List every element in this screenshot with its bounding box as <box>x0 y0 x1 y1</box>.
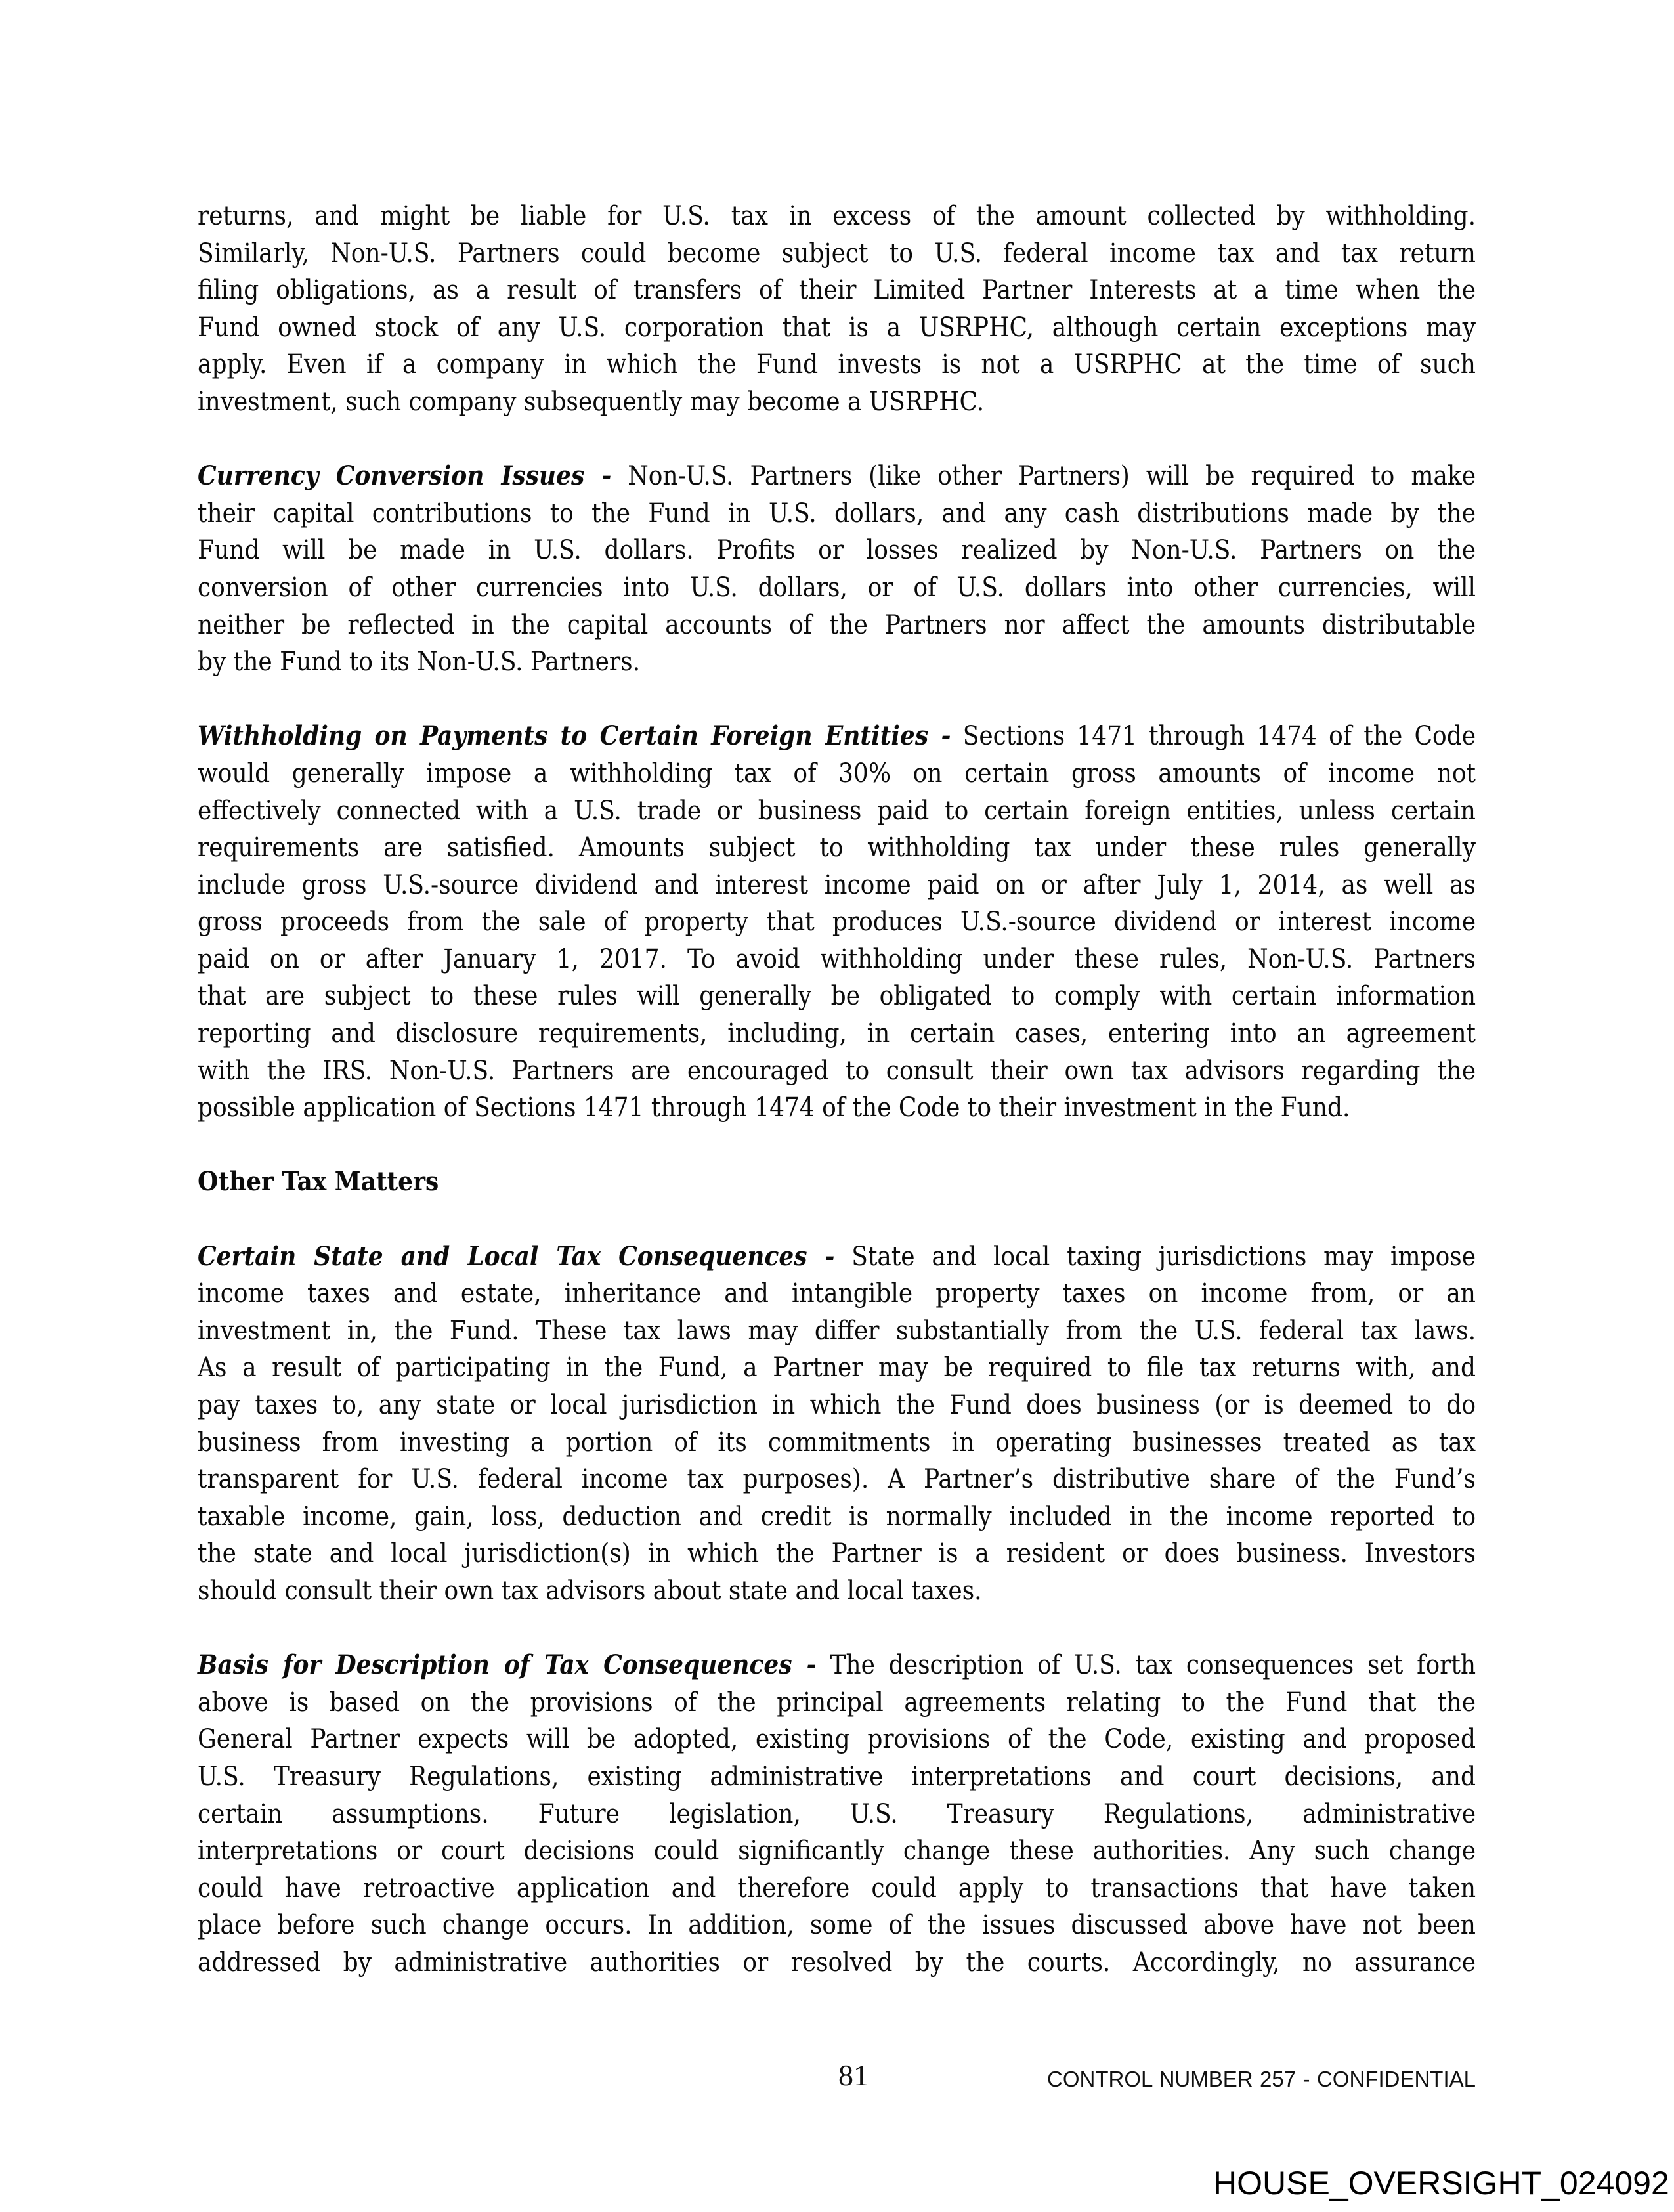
text-line <box>198 718 1476 755</box>
paragraph-withholding-foreign-entities <box>198 718 1476 1127</box>
line-text: Fund will be made in U.S. dollars. Profits or losses realized by Non-U.S. Partners on the <box>198 535 1476 566</box>
text-line <box>198 755 1476 792</box>
line-text: investment in, the Fund. These tax laws may differ substantially from the U.S. federal tax laws. <box>198 1315 1476 1346</box>
text-line <box>198 1907 1476 1944</box>
line-text: Non-U.S. Partners (like other Partners) will be required to make <box>611 461 1476 492</box>
text-line <box>198 1721 1476 1758</box>
section-heading: Other Tax Matters <box>198 1166 439 1198</box>
text-line <box>198 1349 1476 1387</box>
text-line <box>198 903 1476 941</box>
text-line <box>198 1387 1476 1424</box>
line-text: pay taxes to, any state or local jurisdiction in which the Fund does business (or is deemed to do <box>198 1390 1476 1420</box>
text-line <box>198 978 1476 1015</box>
text-line <box>198 1796 1476 1833</box>
text-line <box>198 309 1476 347</box>
line-text: by the Fund to its Non-U.S. Partners. <box>198 647 641 678</box>
line-text: The description of U.S. tax consequences set forth <box>816 1650 1476 1681</box>
text-line <box>198 235 1476 272</box>
line-text: addressed by administrative authorities or resolved by the courts. Accordingly, no assurance <box>198 1947 1476 1978</box>
text-line <box>198 495 1476 532</box>
line-text: As a result of participating in the Fund, a Partner may be required to file tax returns with, and <box>198 1353 1476 1383</box>
text-line <box>198 458 1476 495</box>
text-line <box>198 941 1476 978</box>
paragraph-spacer <box>198 421 1476 458</box>
text-line <box>198 1498 1476 1536</box>
paragraph-usrphc-continuation <box>198 198 1476 421</box>
line-text: include gross U.S.-source dividend and interest income paid on or after July 1, 2014, as well as <box>198 869 1476 900</box>
line-text: income taxes and estate, inheritance and intangible property taxes on income from, or an <box>198 1278 1476 1309</box>
text-line <box>198 792 1476 830</box>
text-line <box>198 1870 1476 1907</box>
line-text: with the IRS. Non-U.S. Partners are encouraged to consult their own tax advisors regarding the <box>198 1055 1476 1086</box>
line-text: that are subject to these rules will generally be obligated to comply with certain information <box>198 981 1476 1012</box>
line-text: Similarly, Non-U.S. Partners could become subject to U.S. federal income tax and tax return <box>198 238 1476 269</box>
line-text: neither be reflected in the capital accounts of the Partners nor affect the amounts distributable <box>198 609 1476 640</box>
text-line <box>198 607 1476 644</box>
text-line <box>198 643 1476 681</box>
text-line <box>198 1424 1476 1462</box>
line-text: possible application of Sections 1471 through 1474 of the Code to their investment in the Fund. <box>198 1093 1350 1123</box>
paragraph-state-local-tax <box>198 1238 1476 1610</box>
text-line <box>198 1275 1476 1312</box>
line-text: should consult their own tax advisors about state and local taxes. <box>198 1575 982 1606</box>
text-line <box>198 532 1476 569</box>
text-line <box>198 1238 1476 1276</box>
text-line <box>198 1461 1476 1498</box>
line-text: place before such change occurs. In addition, some of the issues discussed above have not been <box>198 1910 1476 1941</box>
line-text: U.S. Treasury Regulations, existing administrative interpretations and court decisions, and <box>198 1761 1476 1792</box>
line-text: Sections 1471 through 1474 of the Code <box>951 721 1476 752</box>
text-line <box>198 1089 1476 1127</box>
bates-number: HOUSE_OVERSIGHT_024092 <box>1213 2165 1669 2201</box>
text-line <box>198 1647 1476 1684</box>
page-number: 81 <box>838 2058 869 2092</box>
paragraph-spacer <box>198 1610 1476 1647</box>
text-line <box>198 829 1476 867</box>
line-text: effectively connected with a U.S. trade or business paid to certain foreign entities, unless certain <box>198 795 1476 826</box>
line-text: Fund owned stock of any U.S. corporation that is a USRPHC, although certain exceptions may <box>198 312 1476 343</box>
line-text: transparent for U.S. federal income tax purposes). A Partner’s distributive share of the Fund’s <box>198 1464 1476 1495</box>
text-line <box>198 867 1476 904</box>
paragraph-spacer <box>198 1127 1476 1164</box>
paragraph-currency-conversion <box>198 458 1476 681</box>
text-line <box>198 1758 1476 1796</box>
line-text: requirements are satisfied. Amounts subject to withholding tax under these rules generally <box>198 833 1476 863</box>
run-in-heading: Basis for Description of Tax Consequences - <box>198 1649 817 1681</box>
line-text: General Partner expects will be adopted, existing provisions of the Code, existing and proposed <box>198 1724 1476 1755</box>
text-line <box>198 1535 1476 1572</box>
line-text: the state and local jurisdiction(s) in which the Partner is a resident or does business. Investors <box>198 1538 1476 1569</box>
text-line <box>198 1312 1476 1350</box>
text-line <box>198 272 1476 309</box>
text-line <box>198 1944 1476 1982</box>
line-text: business from investing a portion of its commitments in operating businesses treated as tax <box>198 1427 1476 1458</box>
line-text: State and local taxing jurisdictions may impose <box>834 1241 1476 1272</box>
paragraph-spacer <box>198 1201 1476 1238</box>
line-text: filing obligations, as a result of transfers of their Limited Partner Interests at a time when the <box>198 275 1476 306</box>
run-in-heading: Withholding on Payments to Certain Foreign Entities - <box>198 720 951 752</box>
paragraph-basis-for-description <box>198 1647 1476 1981</box>
line-text: gross proceeds from the sale of property that produces U.S.-source dividend or interest income <box>198 907 1476 938</box>
line-text: interpretations or court decisions could significantly change these authorities. Any such change <box>198 1836 1476 1867</box>
text-line <box>198 198 1476 235</box>
line-text: would generally impose a withholding tax of 30% on certain gross amounts of income not <box>198 758 1476 789</box>
paragraph-spacer <box>198 681 1476 718</box>
line-text: above is based on the provisions of the principal agreements relating to the Fund that the <box>198 1687 1476 1718</box>
control-number-label: CONTROL NUMBER 257 - CONFIDENTIAL <box>1047 2067 1476 2091</box>
line-text: paid on or after January 1, 2017. To avoid withholding under these rules, Non-U.S. Partners <box>198 943 1476 974</box>
line-text: conversion of other currencies into U.S. dollars, or of U.S. dollars into other currencies, will <box>198 572 1476 603</box>
line-text: taxable income, gain, loss, deduction and credit is normally included in the income reported to <box>198 1501 1476 1532</box>
line-text: certain assumptions. Future legislation, U.S. Treasury Regulations, administrative <box>198 1798 1476 1829</box>
line-text: their capital contributions to the Fund in U.S. dollars, and any cash distributions made by the <box>198 498 1476 529</box>
line-text: could have retroactive application and therefore could apply to transactions that have taken <box>198 1873 1476 1903</box>
text-line <box>198 383 1476 421</box>
text-line <box>198 1052 1476 1090</box>
line-text: apply. Even if a company in which the Fund invests is not a USRPHC at the time of such <box>198 349 1476 380</box>
run-in-heading: Certain State and Local Tax Consequences - <box>198 1240 835 1272</box>
text-line <box>198 1684 1476 1722</box>
text-line <box>198 569 1476 607</box>
run-in-heading: Currency Conversion Issues - <box>198 460 612 492</box>
text-line <box>198 1015 1476 1052</box>
line-text: reporting and disclosure requirements, including, in certain cases, entering into an agreement <box>198 1018 1476 1049</box>
line-text: returns, and might be liable for U.S. tax in excess of the amount collected by withholding. <box>198 201 1476 231</box>
text-line <box>198 346 1476 383</box>
text-line <box>198 1572 1476 1610</box>
document-body <box>198 198 1476 1982</box>
line-text: investment, such company subsequently may become a USRPHC. <box>198 386 985 417</box>
text-line <box>198 1832 1476 1870</box>
